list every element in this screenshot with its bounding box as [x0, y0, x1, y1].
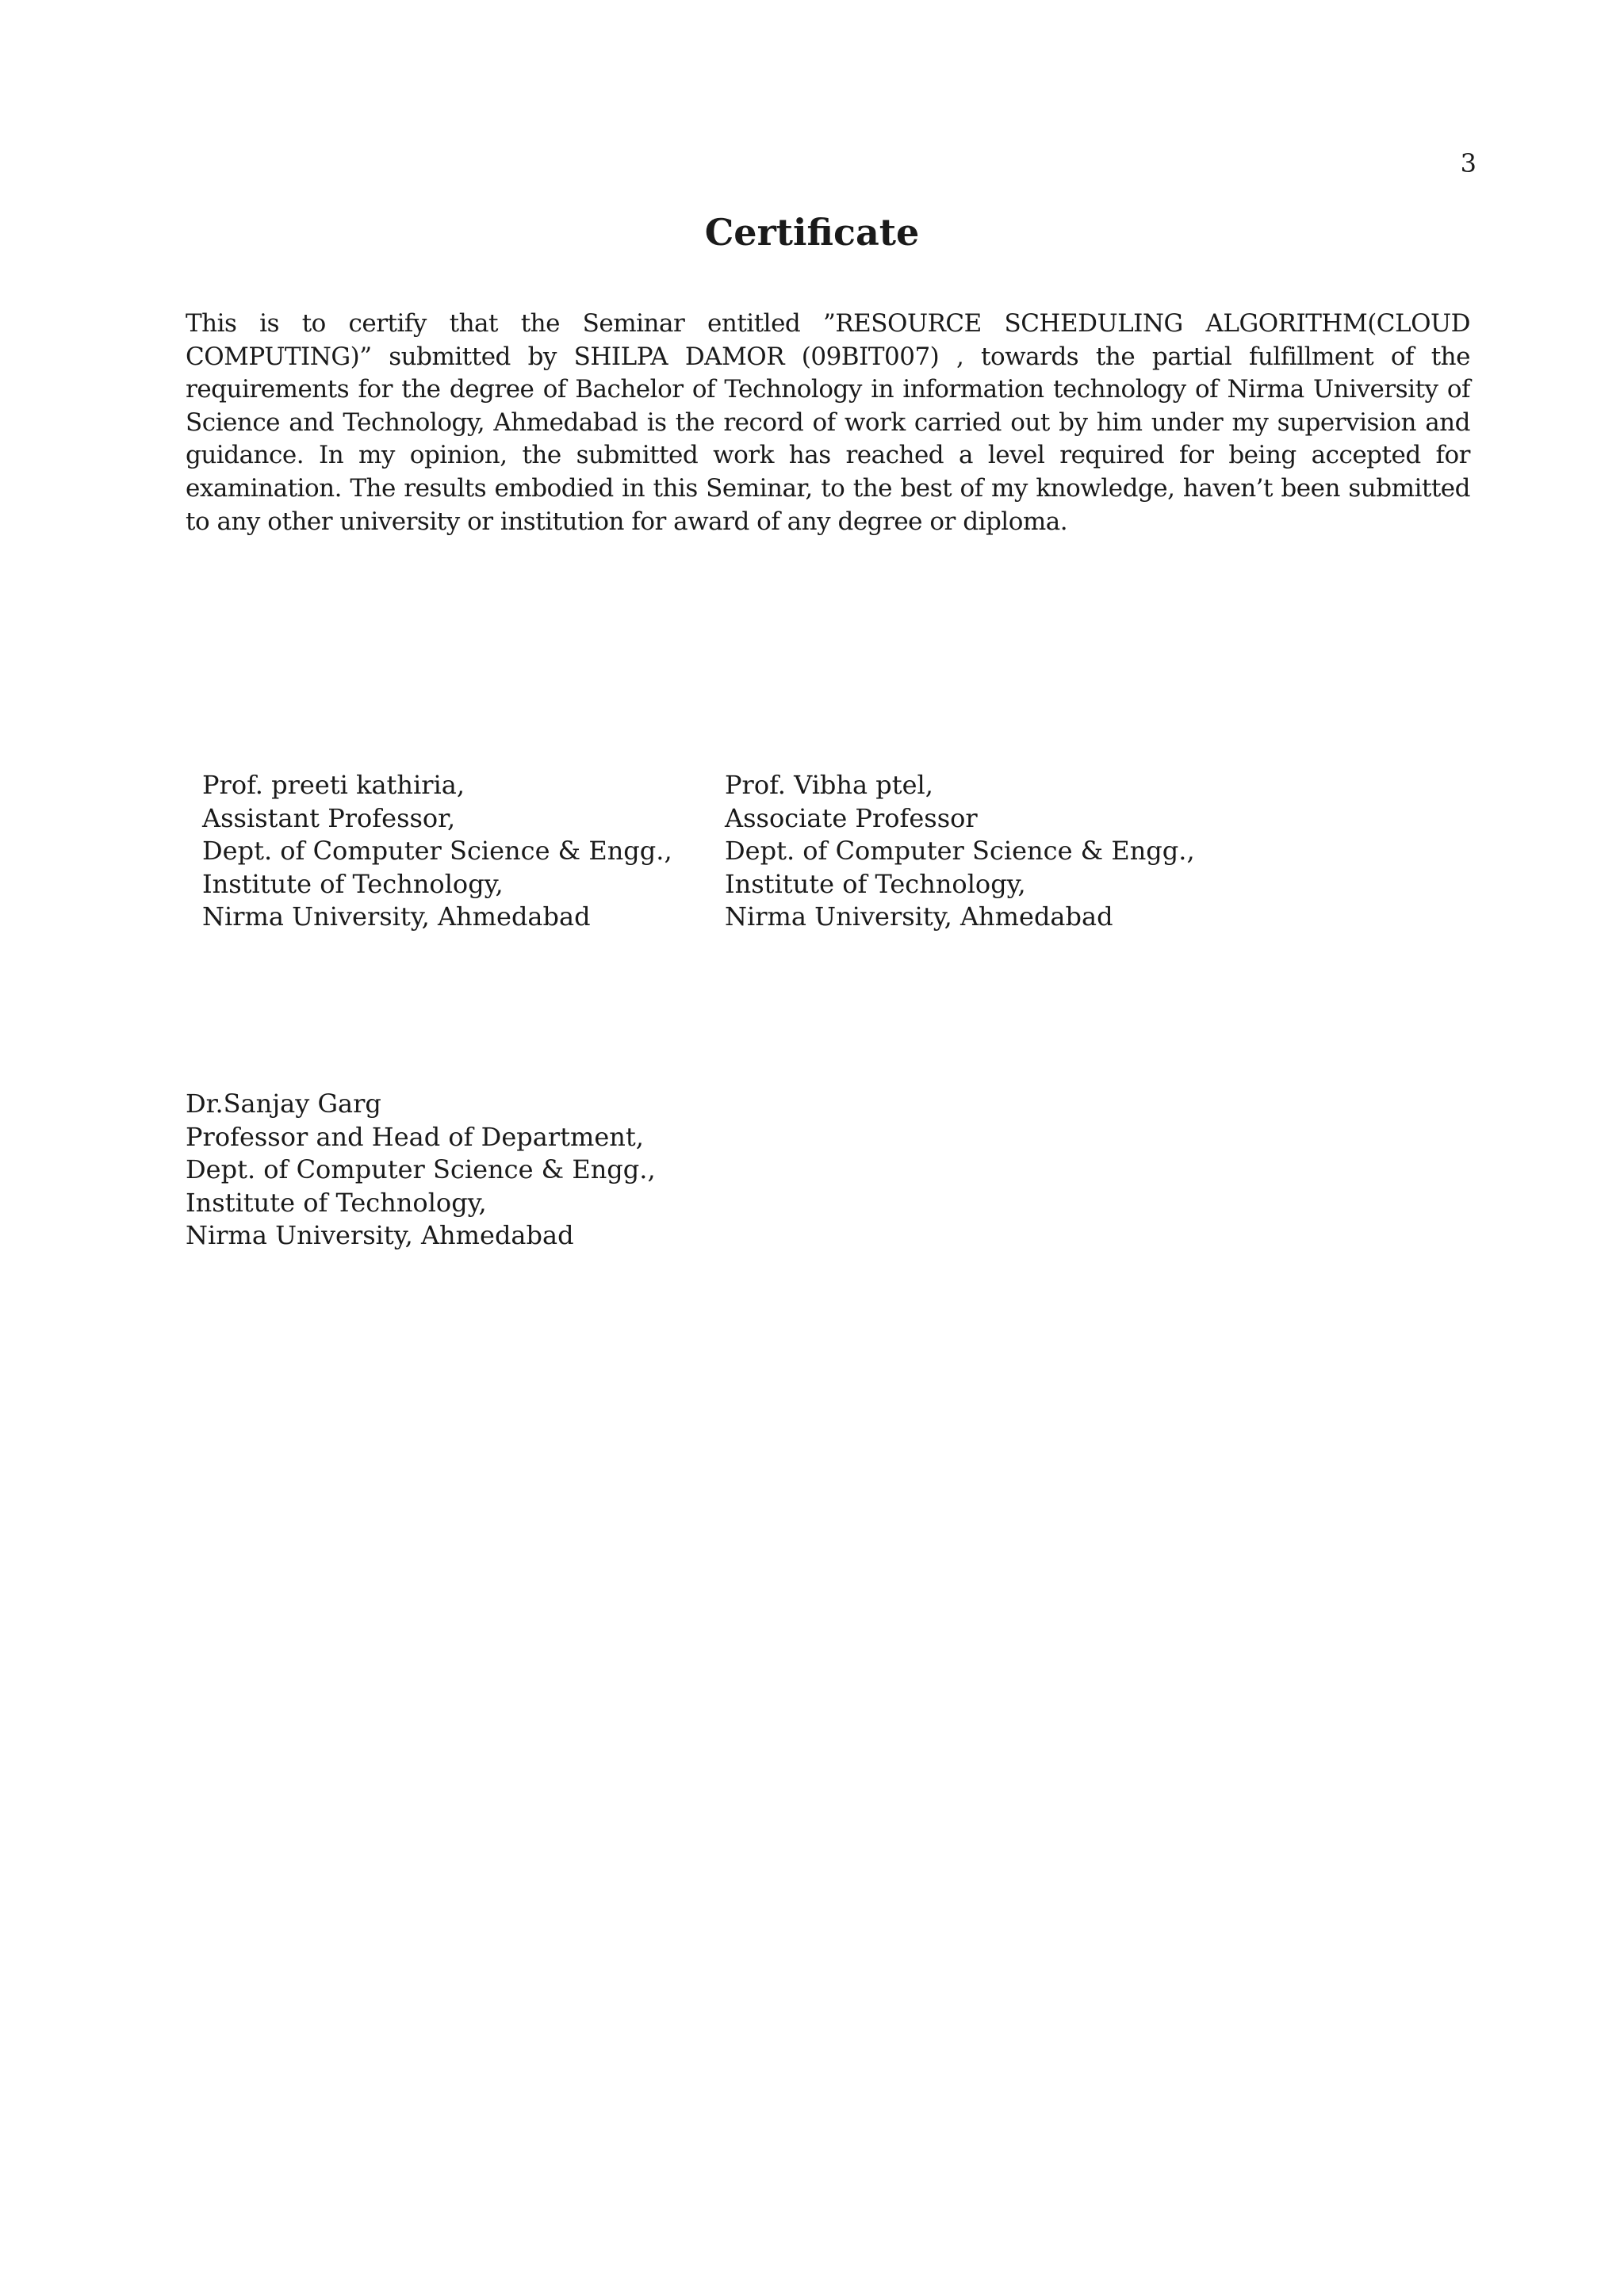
signatory-department: Dept. of Computer Science & Engg.,	[202, 836, 672, 867]
signatory-university: Nirma University, Ahmedabad	[186, 1220, 574, 1251]
signatory-designation: Associate Professor	[725, 802, 978, 833]
signatory-designation: Professor and Head of Department,	[186, 1121, 644, 1152]
signatory-name: Prof. preeti kathiria,	[202, 770, 465, 800]
guide-signature-block	[202, 769, 672, 934]
page-number: 3	[1460, 148, 1477, 178]
signatory-department: Dept. of Computer Science & Engg.,	[186, 1154, 656, 1185]
signatory-name: Prof. Vibha ptel,	[725, 770, 933, 800]
page-title: Certificate	[704, 211, 920, 254]
signatory-name: Dr.Sanjay Garg	[186, 1089, 381, 1119]
signatory-university: Nirma University, Ahmedabad	[725, 901, 1113, 932]
signatory-institute: Institute of Technology,	[725, 868, 1026, 899]
coordinator-signature-block	[725, 769, 1195, 934]
signatory-department: Dept. of Computer Science & Engg.,	[725, 836, 1195, 867]
hod-signature-block	[186, 1088, 656, 1253]
signatory-university: Nirma University, Ahmedabad	[202, 901, 591, 932]
signatory-designation: Assistant Professor,	[202, 802, 456, 833]
signatory-institute: Institute of Technology,	[202, 868, 504, 899]
signatory-institute: Institute of Technology,	[186, 1187, 487, 1218]
certificate-body: This is to certify that the Seminar entitled ”RESOURCE SCHEDULING ALGORITHM(CLOUD COMPUTING)” submitted by SHILPA DAMOR (09BIT007) , towards the partial fulfillment of the requirements for the degree of Bachelor of Technology in information technology of Nirma University of Science and Technology, Ahmedabad is the record of work carried out by him under my supervision and guidance. In my opinion, the submitted work has reached a level required for being accepted for examination. The results embodied in this Seminar, to the best of my knowledge, haven’t been submitted to any other university or institution for award of any degree or diploma.	[186, 309, 1470, 536]
